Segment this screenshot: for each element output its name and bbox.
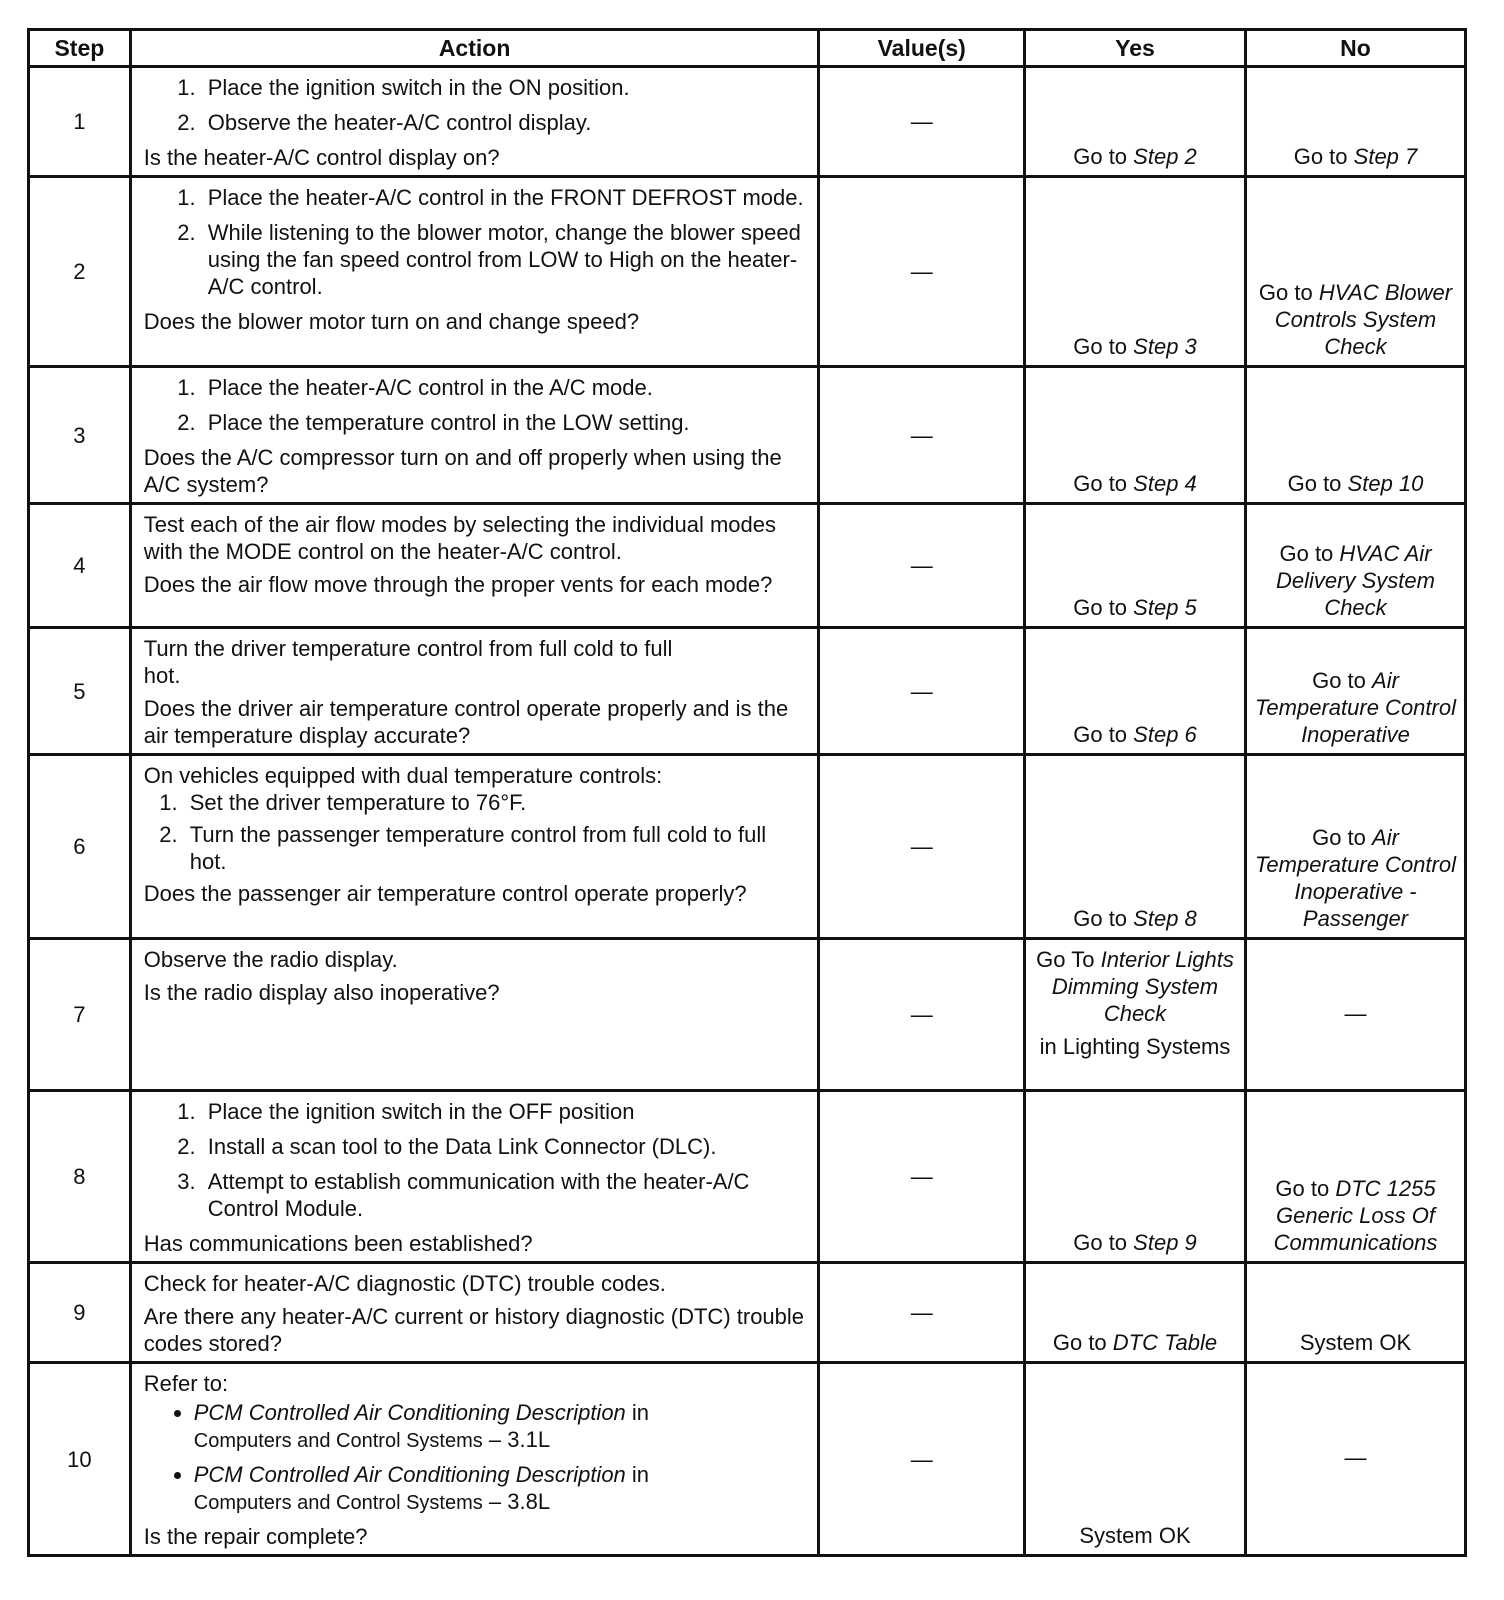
action-cell — [130, 1363, 819, 1556]
yes-cell — [1025, 1091, 1246, 1263]
step-number: 7 — [29, 939, 131, 1091]
no-prefix: Go to — [1312, 668, 1366, 693]
table-row — [29, 1091, 1466, 1263]
action-question: Does the A/C compressor turn on and off properly when using the A/C system? — [143, 445, 782, 497]
step-number: 5 — [29, 628, 131, 755]
step-number: 2 — [29, 177, 131, 367]
action-cell — [130, 628, 819, 755]
yes-prefix: Go to — [1073, 906, 1128, 931]
yes-prefix: Go to — [1073, 471, 1128, 496]
no-reference: Step 7 — [1353, 144, 1418, 169]
yes-prefix: Go to — [1073, 595, 1128, 620]
value-cell: — — [819, 628, 1025, 755]
step-number: 8 — [29, 1091, 131, 1263]
action-item: 2. Install a scan tool to the Data Link Connector (DLC). — [202, 1133, 808, 1160]
no-prefix: Go to — [1275, 1176, 1330, 1201]
no-prefix: Go to — [1279, 541, 1334, 566]
no-cell: — — [1246, 939, 1466, 1091]
header-row — [29, 30, 1466, 67]
reference-engine: – 3.8L — [488, 1489, 551, 1514]
value-cell: — — [819, 755, 1025, 939]
reference-item — [194, 1399, 808, 1455]
step-number: 9 — [29, 1263, 131, 1363]
action-question: Is the repair complete? — [143, 1524, 368, 1549]
value-cell: — — [819, 504, 1025, 628]
yes-cell — [1025, 177, 1246, 367]
yes-reference: Step 2 — [1133, 144, 1197, 169]
yes-prefix: Go to — [1073, 722, 1128, 747]
action-item: 2. Place the temperature control in the LOW setting. — [202, 409, 808, 436]
no-cell — [1246, 67, 1466, 177]
reference-in: in — [631, 1400, 650, 1425]
no-cell: System OK — [1246, 1263, 1466, 1363]
no-cell — [1246, 628, 1466, 755]
yes-cell — [1025, 367, 1246, 504]
action-item: 1. Place the ignition switch in the OFF position — [202, 1098, 808, 1125]
diagnostic-table — [27, 28, 1467, 1557]
action-cell — [130, 67, 819, 177]
reference-source: Computers and Control Systems — [193, 1492, 483, 1514]
yes-suffix: in Lighting Systems — [1039, 1034, 1231, 1059]
yes-prefix: Go to — [1073, 144, 1128, 169]
reference-source: Computers and Control Systems — [193, 1430, 483, 1452]
value-cell: — — [819, 1091, 1025, 1263]
yes-prefix: Go To — [1036, 947, 1095, 972]
table-row — [29, 755, 1466, 939]
yes-reference: Step 8 — [1133, 906, 1197, 931]
yes-reference: Step 4 — [1133, 471, 1197, 496]
no-cell — [1246, 177, 1466, 367]
no-reference: HVAC Blower Controls System Check — [1274, 280, 1453, 359]
table-row — [29, 67, 1466, 177]
action-cell — [130, 177, 819, 367]
action-question: Does the driver air temperature control operate properly and is the air temperature display accurate? — [143, 696, 789, 748]
step-number: 6 — [29, 755, 131, 939]
action-question: Is the radio display also inoperative? — [143, 980, 500, 1005]
no-prefix: Go to — [1293, 144, 1348, 169]
table-row — [29, 504, 1466, 628]
yes-prefix: Go to — [1073, 334, 1128, 359]
header-action: Action — [130, 30, 819, 67]
action-question: Has communications been established? — [143, 1231, 533, 1256]
action-text: Observe the radio display. — [143, 947, 398, 972]
action-item: 2. Turn the passenger temperature control from full cold to full hot. — [184, 821, 808, 875]
action-cell — [130, 367, 819, 504]
no-reference: Air Temperature Control Inoperative - Passenger — [1255, 825, 1456, 931]
reference-in: in — [631, 1462, 650, 1487]
reference-list — [144, 1399, 808, 1517]
no-prefix: Go to — [1258, 280, 1313, 305]
yes-cell — [1025, 628, 1246, 755]
yes-reference: DTC Table — [1112, 1330, 1218, 1355]
no-cell — [1246, 367, 1466, 504]
action-list — [144, 789, 808, 875]
action-item: 1. Set the driver temperature to 76°F. — [184, 789, 808, 816]
action-question: Does the blower motor turn on and change speed? — [143, 309, 640, 334]
yes-reference: Step 5 — [1133, 595, 1197, 620]
table-row — [29, 1263, 1466, 1363]
step-number: 3 — [29, 367, 131, 504]
action-text: Test each of the air flow modes by selecting the individual modes with the MODE control on the heater-A/C control. — [143, 512, 776, 564]
reference-item — [194, 1461, 808, 1517]
table-row — [29, 367, 1466, 504]
action-item: 1. Place the heater-A/C control in the FRONT DEFROST mode. — [202, 184, 808, 211]
step-number: 10 — [29, 1363, 131, 1556]
yes-cell — [1025, 755, 1246, 939]
action-cell — [130, 755, 819, 939]
reference-title: PCM Controlled Air Conditioning Description — [193, 1462, 626, 1487]
header-no: No — [1246, 30, 1466, 67]
action-question: Are there any heater-A/C current or history diagnostic (DTC) trouble codes stored? — [143, 1304, 805, 1356]
action-cell — [130, 939, 819, 1091]
value-cell: — — [819, 177, 1025, 367]
action-list — [144, 74, 808, 136]
value-cell: — — [819, 67, 1025, 177]
yes-prefix: Go to — [1052, 1330, 1107, 1355]
action-text: Turn the driver temperature control from full cold to full hot. — [143, 636, 673, 688]
value-cell: — — [819, 939, 1025, 1091]
action-item: 1. Place the heater-A/C control in the A/C mode. — [202, 374, 808, 401]
table-row — [29, 939, 1466, 1091]
action-item: 2. Observe the heater-A/C control display. — [202, 109, 808, 136]
action-text: Check for heater-A/C diagnostic (DTC) trouble codes. — [143, 1271, 666, 1296]
action-question: Does the passenger air temperature control operate properly? — [143, 881, 747, 906]
yes-cell — [1025, 939, 1246, 1091]
table-row — [29, 628, 1466, 755]
no-reference: Air Temperature Control Inoperative — [1255, 668, 1456, 747]
reference-title: PCM Controlled Air Conditioning Description — [193, 1400, 626, 1425]
action-text: On vehicles equipped with dual temperature controls: — [143, 763, 663, 788]
yes-cell — [1025, 67, 1246, 177]
no-prefix: Go to — [1287, 471, 1342, 496]
no-cell: — — [1246, 1363, 1466, 1556]
value-cell: — — [819, 1363, 1025, 1556]
yes-cell: System OK — [1025, 1363, 1246, 1556]
action-text: Refer to: — [143, 1371, 229, 1396]
action-item: 2. While listening to the blower motor, change the blower speed using the fan speed control from LOW to High on the heater-A/C control. — [202, 219, 808, 300]
yes-reference: Step 6 — [1133, 722, 1197, 747]
table-row — [29, 1363, 1466, 1556]
action-cell — [130, 1091, 819, 1263]
no-cell — [1246, 755, 1466, 939]
action-question: Is the heater-A/C control display on? — [143, 145, 500, 170]
step-number: 1 — [29, 67, 131, 177]
yes-reference: Interior Lights Dimming System Check — [1051, 947, 1234, 1026]
yes-reference: Step 9 — [1133, 1230, 1197, 1255]
no-cell — [1246, 1091, 1466, 1263]
header-yes: Yes — [1025, 30, 1246, 67]
header-step: Step — [29, 30, 131, 67]
yes-cell — [1025, 1263, 1246, 1363]
value-cell: — — [819, 1263, 1025, 1363]
no-prefix: Go to — [1312, 825, 1366, 850]
no-reference: DTC 1255 Generic Loss Of Communications — [1273, 1176, 1438, 1255]
yes-cell — [1025, 504, 1246, 628]
value-cell: — — [819, 367, 1025, 504]
action-list — [144, 1098, 808, 1222]
yes-prefix: Go to — [1073, 1230, 1128, 1255]
action-question: Does the air flow move through the proper vents for each mode? — [143, 572, 773, 597]
action-cell — [130, 504, 819, 628]
action-list — [144, 184, 808, 300]
no-cell — [1246, 504, 1466, 628]
table-row — [29, 177, 1466, 367]
action-item: 3. Attempt to establish communication with the heater-A/C Control Module. — [202, 1168, 808, 1222]
step-number: 4 — [29, 504, 131, 628]
reference-engine: – 3.1L — [488, 1427, 551, 1452]
no-reference: HVAC Air Delivery System Check — [1276, 541, 1435, 620]
action-list — [144, 374, 808, 436]
no-reference: Step 10 — [1347, 471, 1424, 496]
header-values: Value(s) — [819, 30, 1025, 67]
yes-reference: Step 3 — [1133, 334, 1197, 359]
action-item: 1. Place the ignition switch in the ON position. — [202, 74, 808, 101]
action-cell — [130, 1263, 819, 1363]
